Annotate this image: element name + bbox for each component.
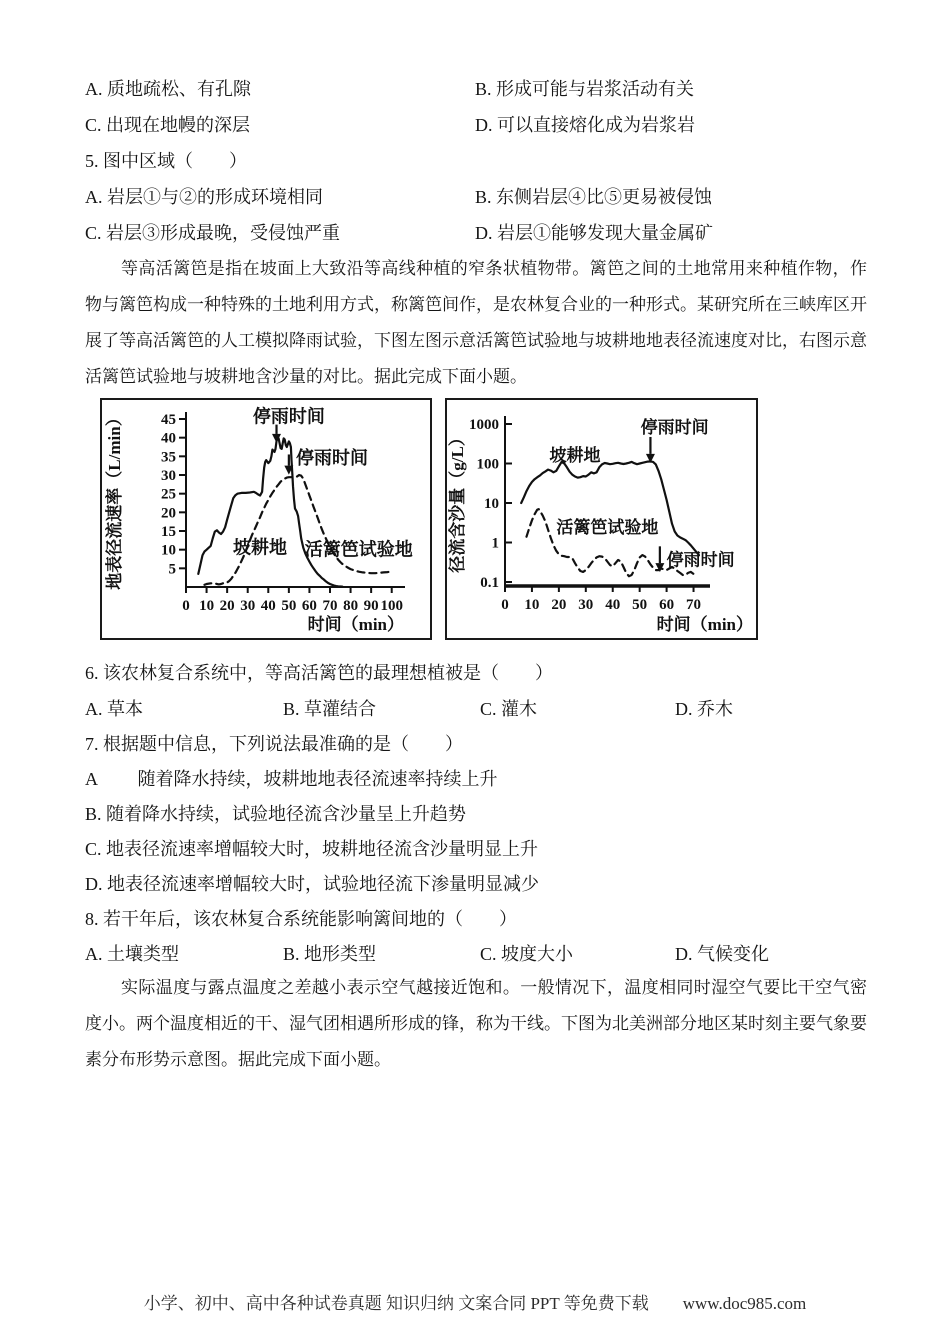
svg-text:20: 20	[551, 597, 567, 613]
q8-option-b: B. 地形类型	[283, 944, 377, 964]
page-footer	[0, 1290, 950, 1318]
svg-text:45: 45	[161, 412, 176, 428]
svg-text:50: 50	[281, 598, 297, 614]
q4-options-row-2	[85, 107, 885, 143]
q7-option-d: D. 地表径流速率增幅较大时，试验地径流下渗量明显减少	[85, 874, 539, 894]
svg-text:15: 15	[161, 524, 176, 540]
q7-option-b: B. 随着降水持续，试验地径流含沙量呈上升趋势	[85, 804, 467, 824]
footer-text: 小学、初中、高中各种试卷真题 知识归纳 文案合同 PPT 等免费下载	[143, 1294, 649, 1313]
q5-option-a: A. 岩层①与②的形成环境相同	[85, 187, 323, 207]
svg-text:停雨时间: 停雨时间	[640, 417, 709, 437]
svg-text:50: 50	[632, 597, 648, 613]
svg-text:0: 0	[182, 598, 190, 614]
question-7-stem: 7. 根据题中信息，下列说法最准确的是（ ）	[85, 734, 463, 754]
svg-text:活篱笆试验地: 活篱笆试验地	[556, 517, 659, 537]
passage-hedgerow: 等高活篱笆是指在坡面上大致沿等高线种植的窄条状植物带。篱笆之间的土地常用来种植作物，作物与篱笆构成一种特殊的土地利用方式，称篱笆间作，是农林复合业的一种形式。某研究所在三峡库区开展了等高活篱笆的人工模拟降雨试验，下图左图示意活篱笆试验地与坡耕地地表径流速度对比，右图示意活篱笆试验地与坡耕地含沙量的对比。据此完成下面小题。	[85, 259, 867, 386]
q7-option-c: C. 地表径流速率增幅较大时，坡耕地径流含沙量明显上升	[85, 839, 539, 859]
q5-option-d: D. 岩层①能够发现大量金属矿	[475, 223, 713, 243]
runoff-rate-chart-svg	[102, 400, 430, 638]
q5-option-c: C. 岩层③形成最晚，受侵蚀严重	[85, 223, 341, 243]
svg-text:停雨时间: 停雨时间	[666, 550, 735, 570]
svg-text:1: 1	[491, 535, 499, 552]
q6-option-d: D. 乔木	[675, 699, 733, 719]
svg-text:100: 100	[380, 598, 403, 614]
question-8-stem: 8. 若干年后，该农林复合系统能影响篱间地的（ ）	[85, 909, 517, 929]
question-6-stem: 6. 该农林复合系统中，等高活篱笆的最理想植被是（ ）	[85, 663, 553, 683]
svg-text:90: 90	[363, 598, 379, 614]
svg-text:停雨时间: 停雨时间	[296, 447, 369, 468]
q5-options-row-2	[85, 215, 885, 251]
svg-text:活篱笆试验地: 活篱笆试验地	[304, 539, 413, 560]
sediment-concentration-chart-svg	[447, 400, 756, 638]
svg-text:10: 10	[199, 598, 215, 614]
svg-text:10: 10	[484, 496, 499, 512]
q4-option-b: B. 形成可能与岩浆活动有关	[475, 79, 695, 99]
svg-text:时间（min）: 时间（min）	[656, 615, 753, 634]
q5-options-row-1	[85, 179, 885, 215]
svg-text:80: 80	[343, 598, 359, 614]
svg-text:时间（min）: 时间（min）	[307, 615, 404, 634]
svg-text:5: 5	[168, 561, 176, 578]
svg-text:100: 100	[476, 456, 499, 473]
q8-option-a: A. 土壤类型	[85, 944, 179, 964]
svg-text:10: 10	[161, 542, 176, 559]
svg-text:径流含沙量（g/L）: 径流含沙量（g/L）	[448, 429, 467, 573]
svg-text:70: 70	[322, 598, 338, 614]
svg-text:20: 20	[219, 598, 235, 614]
q6-option-a: A. 草本	[85, 699, 143, 719]
svg-text:70: 70	[686, 597, 702, 613]
svg-text:25: 25	[161, 486, 176, 503]
q7-option-a: A 随着降水持续，坡耕地地表径流速率持续上升	[85, 769, 498, 789]
q4-options-row-1	[85, 71, 885, 107]
q4-option-d: D. 可以直接熔化成为岩浆岩	[475, 115, 695, 135]
svg-text:35: 35	[161, 449, 176, 466]
svg-text:60: 60	[301, 598, 317, 614]
svg-text:60: 60	[659, 597, 675, 613]
svg-text:40: 40	[260, 598, 276, 614]
svg-text:30: 30	[240, 598, 256, 614]
svg-text:1000: 1000	[469, 417, 499, 433]
q4-option-c: C. 出现在地幔的深层	[85, 115, 251, 135]
svg-text:地表径流速率（L/min）: 地表径流速率（L/min）	[105, 409, 124, 590]
svg-text:0.1: 0.1	[480, 575, 499, 591]
svg-text:坡耕地: 坡耕地	[233, 537, 288, 558]
svg-text:10: 10	[524, 597, 540, 613]
svg-text:坡耕地: 坡耕地	[549, 446, 601, 466]
svg-text:40: 40	[605, 597, 621, 613]
svg-text:20: 20	[161, 505, 176, 522]
svg-text:30: 30	[161, 468, 176, 484]
q8-option-d: D. 气候变化	[675, 944, 769, 964]
footer-url: www.doc985.com	[682, 1294, 807, 1313]
svg-text:40: 40	[161, 430, 176, 447]
question-5-stem: 5. 图中区域（ ）	[85, 151, 247, 171]
svg-text:停雨时间: 停雨时间	[252, 406, 325, 427]
q4-option-a: A. 质地疏松、有孔隙	[85, 79, 251, 99]
svg-text:0: 0	[501, 597, 509, 613]
q6-option-c: C. 灌木	[480, 699, 538, 719]
svg-text:30: 30	[578, 597, 594, 613]
q8-options-row	[85, 936, 885, 972]
passage-dewpoint: 实际温度与露点温度之差越小表示空气越接近饱和。一般情况下，温度相同时湿空气要比干空气密度小。两个温度相近的干、湿气团相遇所形成的锋，称为干线。下图为北美洲部分地区某时刻主要气象要素分布形势示意图。据此完成下面小题。	[85, 978, 867, 1069]
q6-options-row	[85, 691, 885, 727]
q8-option-c: C. 坡度大小	[480, 944, 574, 964]
sediment-concentration-chart	[445, 398, 758, 640]
runoff-rate-chart	[100, 398, 432, 640]
q5-option-b: B. 东侧岩层④比⑤更易被侵蚀	[475, 187, 713, 207]
q6-option-b: B. 草灌结合	[283, 699, 377, 719]
